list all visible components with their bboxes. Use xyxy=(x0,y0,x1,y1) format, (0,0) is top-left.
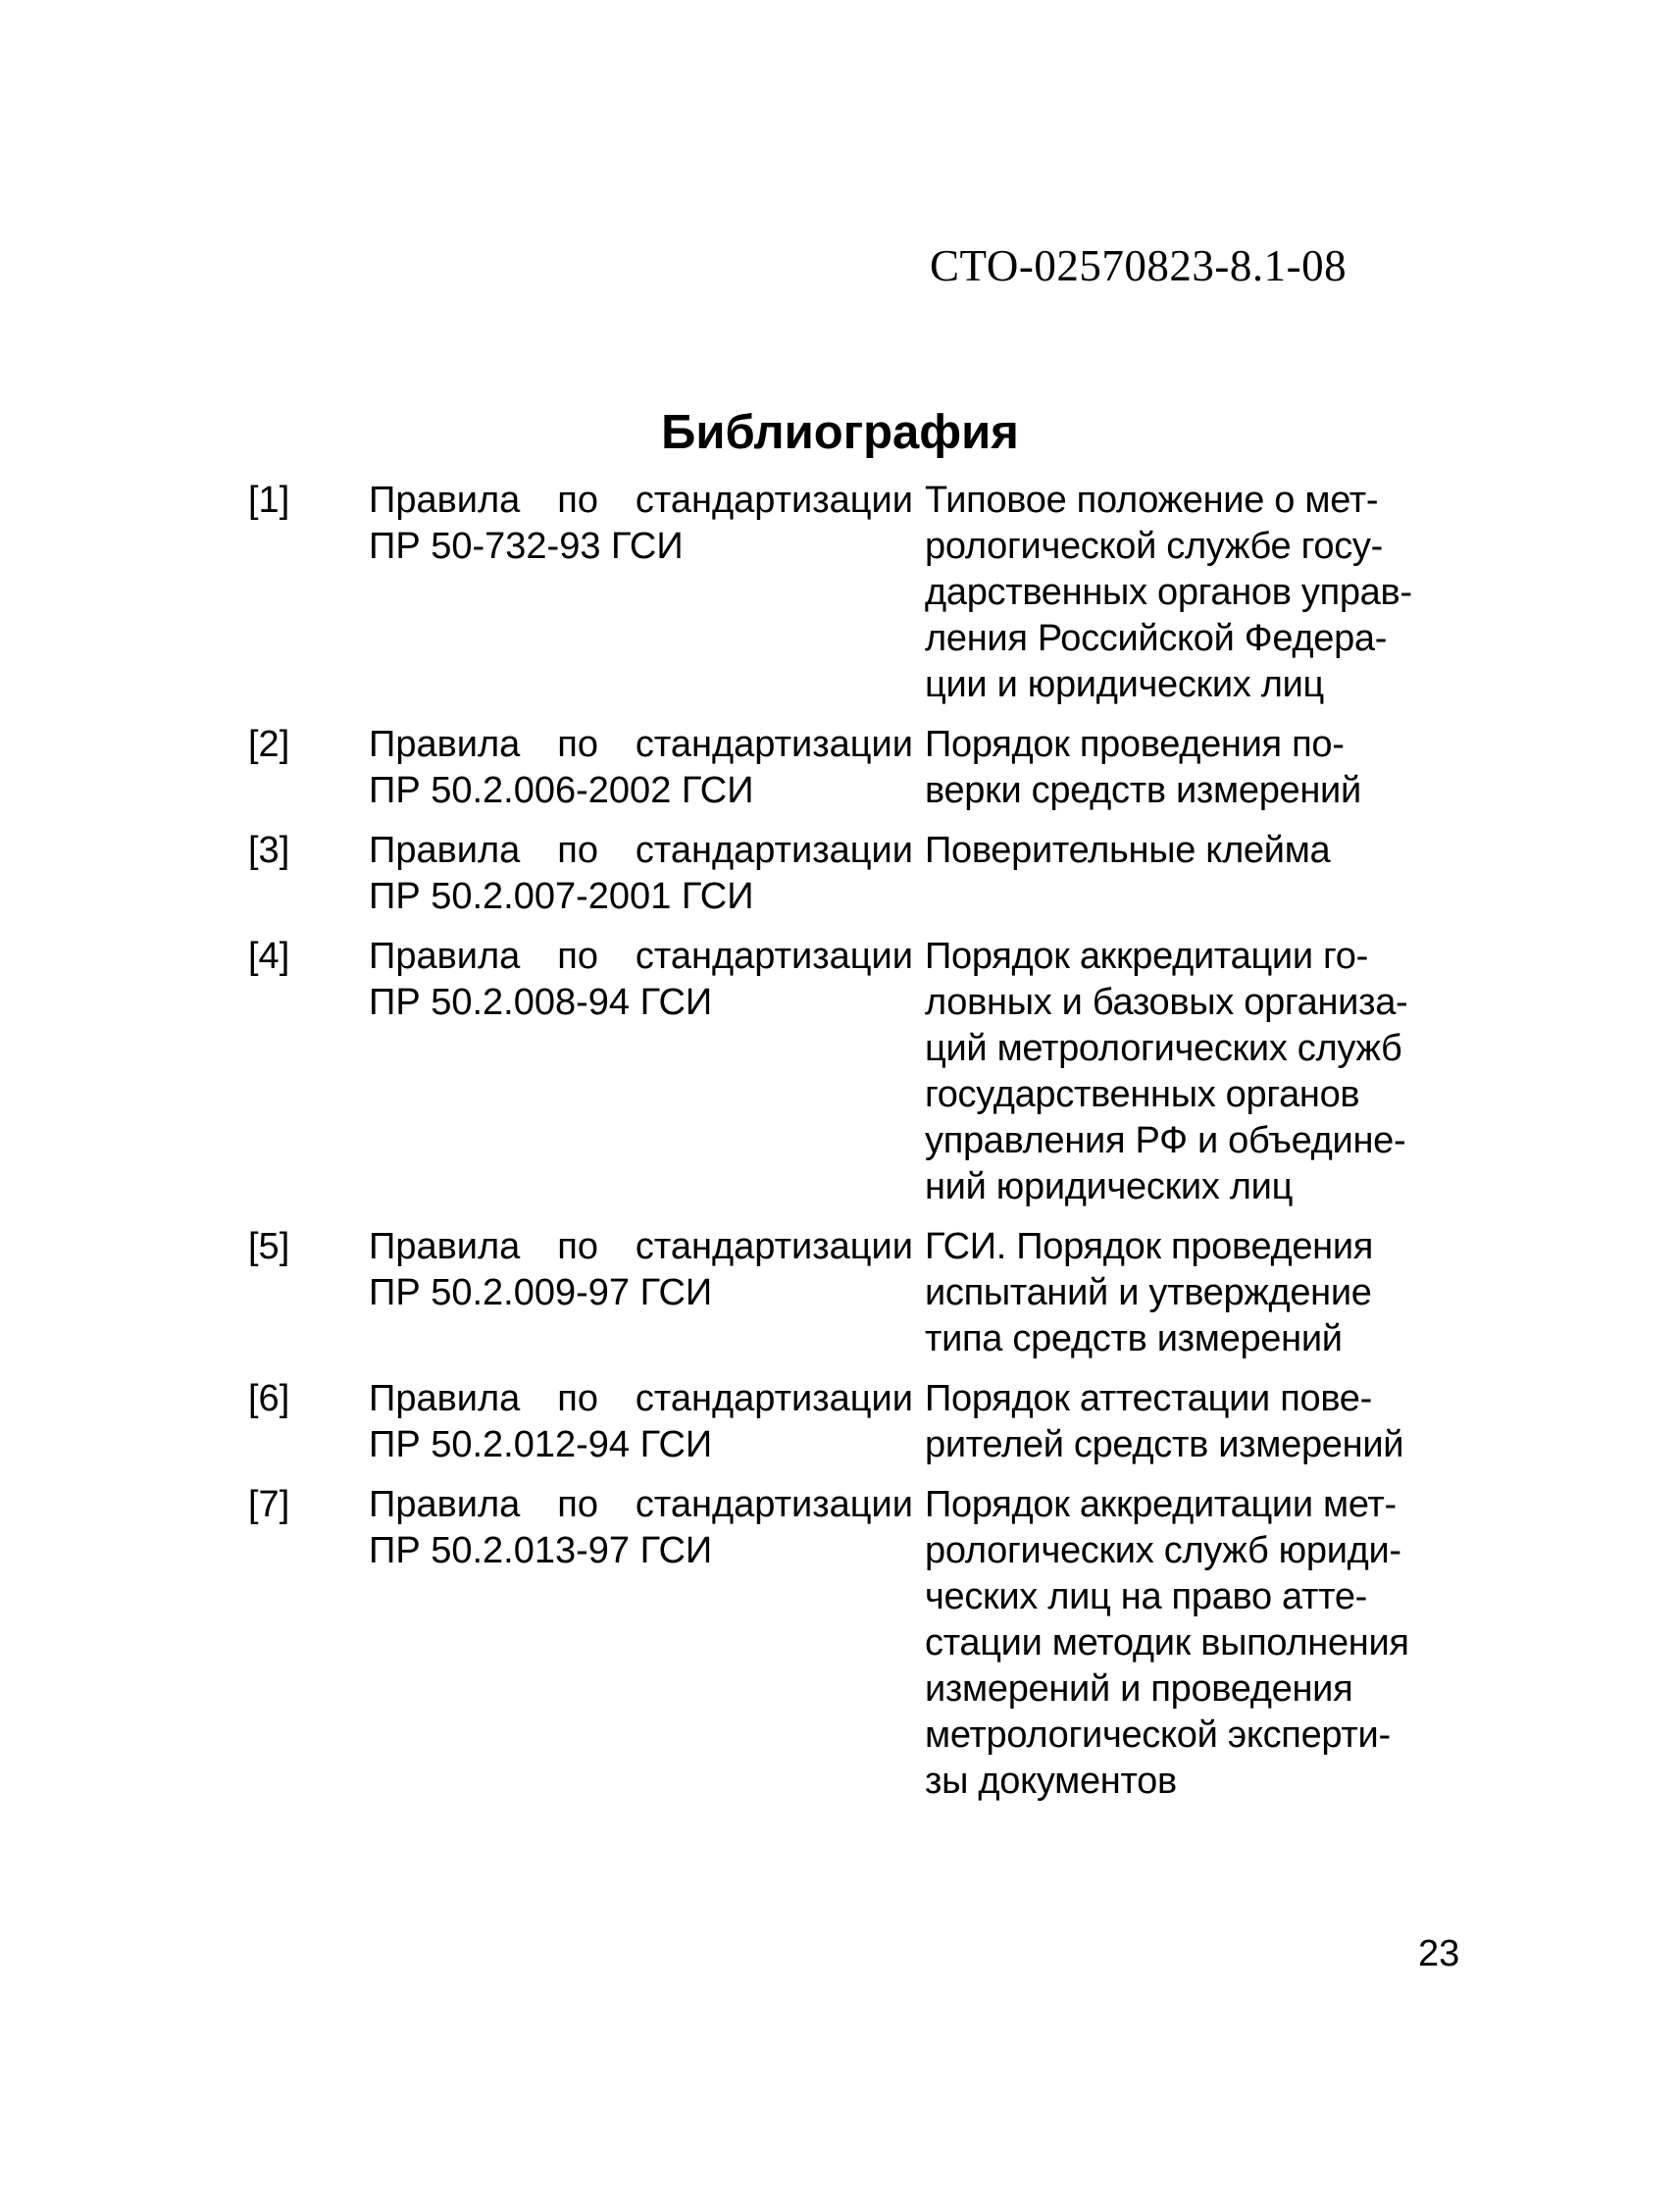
entry-source-line: ПР 50.2.012-94 ГСИ xyxy=(369,1424,713,1465)
entry-title-line: метрологической эксперти- xyxy=(925,1714,1391,1756)
entry-title-line: ний юридических лиц xyxy=(925,1166,1294,1207)
entry-source-line: ПР 50.2.013-97 ГСИ xyxy=(369,1530,713,1571)
entry-title xyxy=(925,722,1425,814)
entry-source-line: ПР 50.2.008-94 ГСИ xyxy=(369,982,713,1023)
entry-title xyxy=(925,478,1425,708)
entry-title-line: ческих лиц на право атте- xyxy=(925,1576,1368,1617)
entry-title-line: рологической службе госу- xyxy=(925,526,1383,567)
entry-source-line: ПР 50.2.006-2002 ГСИ xyxy=(369,770,754,811)
entry-source xyxy=(369,478,925,570)
entry-title-line: ловных и базовых организа- xyxy=(925,982,1408,1023)
bibliography-entry xyxy=(248,828,1454,920)
entry-number: [3] xyxy=(248,830,290,871)
entry-title-line: управления РФ и объедине- xyxy=(925,1120,1406,1161)
entry-number: [4] xyxy=(248,936,290,977)
entry-source xyxy=(369,1482,925,1574)
entry-title-line: Порядок аккредитации го- xyxy=(925,936,1368,977)
bibliography-entry xyxy=(248,1482,1454,1805)
entry-source xyxy=(369,934,925,1026)
entry-title-line: Порядок проведения по- xyxy=(925,724,1345,765)
entry-title-line: дарственных органов управ- xyxy=(925,572,1412,613)
entry-title-line: ления Российской Федера- xyxy=(925,618,1388,659)
entry-title-line: Поверительные клейма xyxy=(925,830,1331,871)
entry-number: [5] xyxy=(248,1226,290,1267)
entry-title xyxy=(925,1376,1425,1468)
entry-source-line: Правила по стандартизации xyxy=(369,1226,913,1267)
page-number: 23 xyxy=(1418,1933,1460,1974)
entry-number: [6] xyxy=(248,1378,290,1419)
entry-source xyxy=(369,722,925,814)
entry-title-line: ций метрологических служб xyxy=(925,1028,1402,1069)
document-code: СТО-02570823-8.1-08 xyxy=(930,241,1348,290)
entry-source-line: Правила по стандартизации xyxy=(369,1378,913,1419)
entry-source-line: Правила по стандартизации xyxy=(369,480,913,521)
entry-number: [2] xyxy=(248,724,290,765)
bibliography-entry xyxy=(248,478,1454,708)
entry-source xyxy=(369,1224,925,1316)
entry-title-line: рителей средств измерений xyxy=(925,1424,1404,1465)
entry-title-line: ции и юридических лиц xyxy=(925,664,1325,705)
entry-source-line: ПР 50.2.009-97 ГСИ xyxy=(369,1272,713,1313)
entry-source-line: ПР 50.2.007-2001 ГСИ xyxy=(369,876,754,917)
entry-title-line: Порядок аккредитации мет- xyxy=(925,1484,1397,1525)
entry-title xyxy=(925,934,1425,1210)
entry-title-line: испытаний и утверждение xyxy=(925,1272,1372,1313)
bibliography-entry xyxy=(248,1224,1454,1362)
entry-number: [7] xyxy=(248,1484,290,1525)
entry-source-line: Правила по стандартизации xyxy=(369,1484,913,1525)
entry-title-line: верки средств измерений xyxy=(925,770,1361,811)
entry-source-line: Правила по стандартизации xyxy=(369,830,913,871)
bibliography-entry xyxy=(248,722,1454,814)
page-title: Библиография xyxy=(661,406,1019,459)
entry-source xyxy=(369,828,925,920)
entry-title-line: типа средств измерений xyxy=(925,1318,1343,1359)
entry-source xyxy=(369,1376,925,1468)
entry-title-line: зы документов xyxy=(925,1761,1177,1802)
entry-title-line: государственных органов xyxy=(925,1074,1360,1115)
entry-title-line: ГСИ. Порядок проведения xyxy=(925,1226,1374,1267)
entry-number: [1] xyxy=(248,480,290,521)
entry-title-line: рологических служб юриди- xyxy=(925,1530,1401,1571)
entry-title-line: Порядок аттестации пове- xyxy=(925,1378,1372,1419)
bibliography-entry xyxy=(248,934,1454,1210)
entry-source-line: Правила по стандартизации xyxy=(369,724,913,765)
bibliography-list xyxy=(248,478,1454,1818)
bibliography-entry xyxy=(248,1376,1454,1468)
entry-title xyxy=(925,1482,1425,1805)
entry-title xyxy=(925,1224,1425,1362)
entry-title-line: Типовое положение о мет- xyxy=(925,480,1379,521)
entry-title xyxy=(925,828,1425,874)
entry-title-line: стации методик выполнения xyxy=(925,1622,1409,1663)
entry-title-line: измерений и проведения xyxy=(925,1668,1353,1710)
entry-source-line: Правила по стандартизации xyxy=(369,936,913,977)
entry-source-line: ПР 50-732-93 ГСИ xyxy=(369,526,684,567)
